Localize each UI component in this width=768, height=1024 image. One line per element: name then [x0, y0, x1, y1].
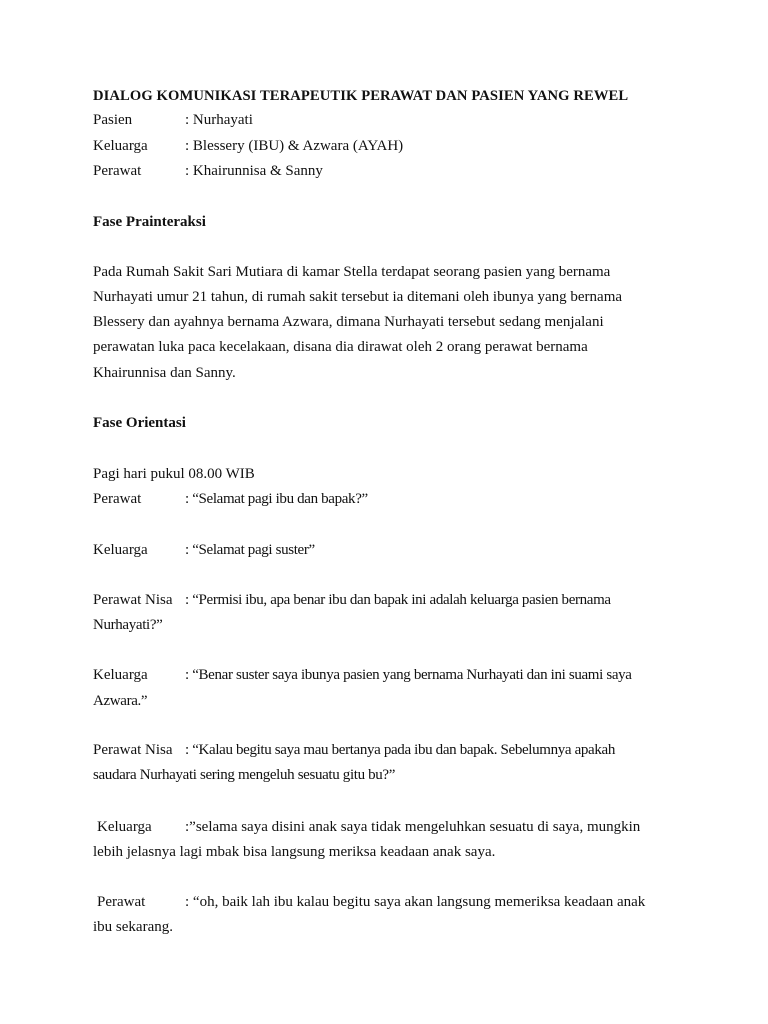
dialog-speaker: Perawat Nisa	[93, 592, 173, 608]
dialog-line-continued: Azwara.”	[93, 693, 148, 709]
document-title: DIALOG KOMUNIKASI TERAPEUTIK PERAWAT DAN PASIEN YANG REWEL	[93, 88, 629, 104]
header-value-pasien: : Nurhayati	[185, 112, 253, 128]
header-label-perawat: Perawat	[93, 163, 142, 179]
paragraph-line: Khairunnisa dan Sanny.	[93, 365, 236, 381]
dialog-line-continued: lebih jelasnya lagi mbak bisa langsung meriksa keadaan anak saya.	[93, 844, 496, 860]
dialog-speaker: Perawat	[97, 894, 146, 910]
paragraph-line: perawatan luka paca kecelakaan, disana dia dirawat oleh 2 orang perawat bernama	[93, 339, 588, 355]
dialog-speaker: Perawat	[93, 491, 142, 507]
header-value-keluarga: : Blessery (IBU) & Azwara (AYAH)	[185, 138, 404, 154]
dialog-speaker: Keluarga	[93, 667, 148, 683]
dialog-line-continued: ibu sekarang.	[93, 919, 173, 935]
dialog-line-continued: Nurhayati?”	[93, 617, 163, 633]
paragraph-line: Nurhayati umur 21 tahun, di rumah sakit tersebut ia ditemani oleh ibunya yang bernama	[93, 289, 623, 305]
dialog-line: : “Selamat pagi suster”	[185, 542, 315, 558]
time-note: Pagi hari pukul 08.00 WIB	[93, 466, 255, 482]
section-heading-prainteraksi: Fase Prainteraksi	[93, 214, 206, 230]
header-label-pasien: Pasien	[93, 112, 133, 128]
dialog-speaker: Perawat Nisa	[93, 742, 173, 758]
header-value-perawat: : Khairunnisa & Sanny	[185, 163, 323, 179]
dialog-line: : “Permisi ibu, apa benar ibu dan bapak ini adalah keluarga pasien bernama	[185, 592, 611, 608]
paragraph-line: Blessery dan ayahnya bernama Azwara, dimana Nurhayati tersebut sedang menjalani	[93, 314, 604, 330]
dialog-line-continued: saudara Nurhayati sering mengeluh sesuatu gitu bu?”	[93, 767, 396, 783]
header-label-keluarga: Keluarga	[93, 138, 148, 154]
dialog-line: :”selama saya disini anak saya tidak mengeluhkan sesuatu di saya, mungkin	[185, 819, 641, 835]
dialog-speaker: Keluarga	[93, 542, 148, 558]
section-heading-orientasi: Fase Orientasi	[93, 415, 186, 431]
dialog-line: : “Kalau begitu saya mau bertanya pada ibu dan bapak. Sebelumnya apakah	[185, 742, 615, 758]
dialog-speaker: Keluarga	[97, 819, 152, 835]
dialog-line: : “Selamat pagi ibu dan bapak?”	[185, 491, 368, 507]
dialog-line: : “oh, baik lah ibu kalau begitu saya akan langsung memeriksa keadaan anak	[185, 894, 646, 910]
dialog-line: : “Benar suster saya ibunya pasien yang bernama Nurhayati dan ini suami saya	[185, 667, 632, 683]
paragraph-line: Pada Rumah Sakit Sari Mutiara di kamar Stella terdapat seorang pasien yang bernama	[93, 264, 611, 280]
